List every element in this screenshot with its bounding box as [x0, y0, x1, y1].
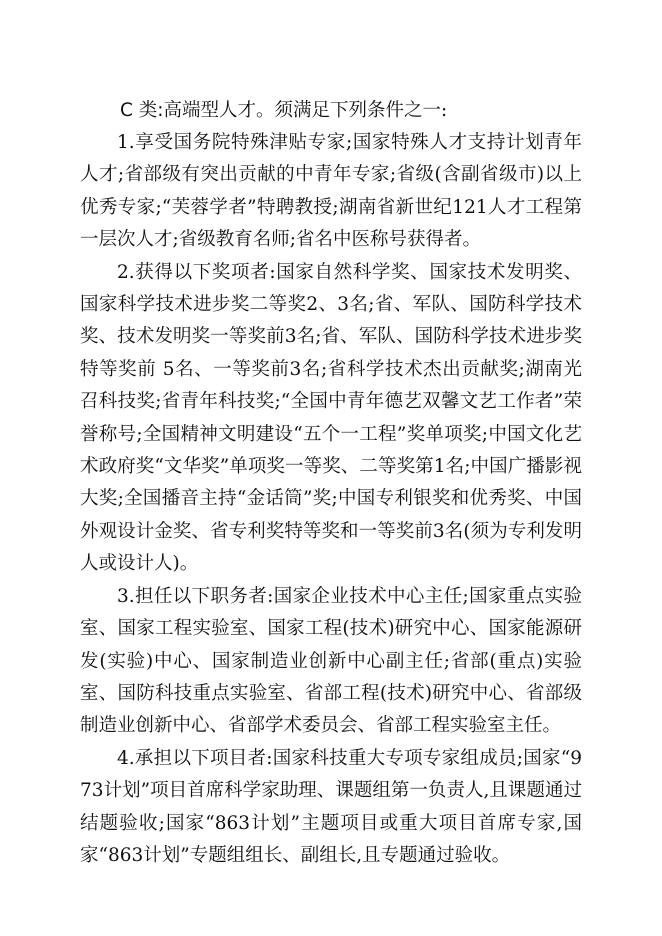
paragraph-item-2: 2.获得以下奖项者:国家自然科学奖、国家技术发明奖、国家科学技术进步奖二等奖2、3名;省、军队、国防科学技术奖、技术发明奖一等奖前3名;省、军队、国防科学技术进步奖特等奖前 5名、一等奖前3名;省科学技术杰出贡献奖;湖南光召科技奖;省青年科技奖;“全国中青年德艺双馨文艺工作者”荣誉称号;全国精神文明建设“五个一工程”奖单项奖;中国文化艺术政府奖“文华奖”单项奖一等奖、二等奖第1名;中国广播影视大奖;全国播音主持“金话筒”奖;中国专利银奖和优秀奖、中国外观设计金奖、省专利奖特等奖和一等奖前3名(须为专利发明人或设计人)。	[80, 261, 582, 575]
paragraph-item-4: 4.承担以下项目者:国家科技重大专项专家组成员;国家“973计划”项目首席科学家助理、课题组第一负责人,且课题通过结题验收;国家“863计划”主题项目或重大项目首席专家,国家“863计划”专题组组长、副组长,且专题通过验收。	[80, 747, 582, 866]
paragraph-item-1: 1.享受国务院特殊津贴专家;国家特殊人才支持计划青年人才;省部级有突出贡献的中青年专家;省级(含副省级市)以上优秀专家;“芙蓉学者”特聘教授;湖南省新世纪121人才工程第一层次人才;省级教育名师;省名中医称号获得者。	[80, 132, 582, 251]
heading-condition: 须满足下列条件之一:	[274, 100, 448, 121]
paragraph-item-3: 3.担任以下职务者:国家企业技术中心主任;国家重点实验室、国家工程实验室、国家工程(技术)研究中心、国家能源研发(实验)中心、国家制造业创新中心副主任;省部(重点)实验室、国防科技重点实验室、省部工程(技术)研究中心、省部级制造业创新中心、省部学术委员会、省部工程实验室主任。	[80, 585, 582, 737]
section-heading	[80, 95, 582, 127]
category-label: C 类:高端型人才。	[120, 100, 275, 121]
